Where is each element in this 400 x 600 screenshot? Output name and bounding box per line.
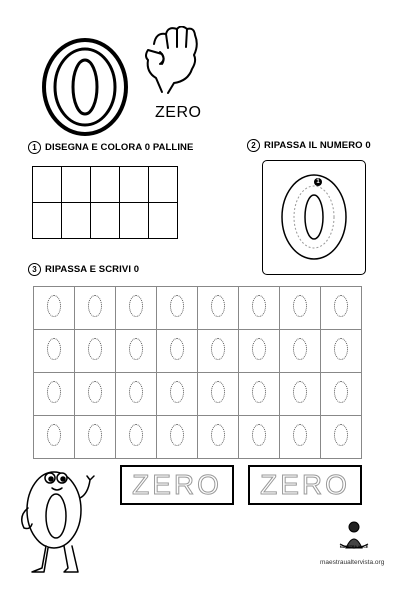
dotted-zero-icon <box>293 381 307 403</box>
dotted-zero-icon <box>211 381 225 403</box>
dotted-zero-icon <box>129 424 143 446</box>
teacher-logo <box>336 518 372 556</box>
trace-word-1: ZERO <box>132 469 222 500</box>
dotted-zero-icon <box>334 424 348 446</box>
table-row <box>34 373 362 416</box>
dotted-zero-icon <box>129 338 143 360</box>
section-2-number: 2 <box>247 139 260 152</box>
logo-text: MAESTRA ALICE <box>339 545 369 549</box>
dotted-zero-icon <box>211 295 225 317</box>
dotted-zero-icon <box>293 338 307 360</box>
big-numeral <box>40 36 130 138</box>
table-row <box>34 287 362 330</box>
dotted-zero-icon <box>129 381 143 403</box>
section-3-label: RIPASSA E SCRIVI 0 <box>45 264 140 275</box>
section-1-label: DISEGNA E COLORA 0 PALLINE <box>45 142 194 153</box>
dotted-zero-icon <box>252 381 266 403</box>
dotted-zero-icon <box>252 424 266 446</box>
fist-hand-icon <box>140 26 206 96</box>
trace-number-box[interactable] <box>262 160 366 275</box>
dotted-zero-icon <box>47 338 61 360</box>
dotted-zero-icon <box>252 295 266 317</box>
dotted-zero-icon <box>88 381 102 403</box>
dotted-zero-icon <box>334 338 348 360</box>
dotted-zero-icon <box>88 295 102 317</box>
dotted-zero-icon <box>170 381 184 403</box>
dotted-zero-icon <box>129 295 143 317</box>
dotted-zero-icon <box>47 424 61 446</box>
dotted-zero-icon <box>334 381 348 403</box>
drawing-grid[interactable] <box>32 166 178 239</box>
trace-word-box-2[interactable] <box>248 465 362 505</box>
section-3-number: 3 <box>28 263 41 276</box>
dotted-zero-icon <box>170 295 184 317</box>
dotted-zero-icon <box>334 295 348 317</box>
trace-word-box-1[interactable] <box>120 465 234 505</box>
trace-word-2: ZERO <box>260 469 350 500</box>
zero-character-illustration <box>10 458 100 580</box>
dotted-zero-icon <box>293 295 307 317</box>
dotted-zero-icon <box>211 424 225 446</box>
dotted-zero-icon <box>47 295 61 317</box>
section-2-header <box>247 139 371 152</box>
start-marker: 1 <box>314 178 322 186</box>
tracing-grid[interactable] <box>33 286 362 459</box>
section-1-header <box>28 141 193 154</box>
table-row <box>34 416 362 459</box>
title-word: ZERO <box>155 104 202 121</box>
dotted-zero-icon <box>88 424 102 446</box>
dotted-zero-icon <box>170 338 184 360</box>
dotted-zero-icon <box>252 338 266 360</box>
dotted-zero-icon <box>211 338 225 360</box>
section-3-header <box>28 263 139 276</box>
section-1-number: 1 <box>28 141 41 154</box>
dotted-zero-icon <box>170 424 184 446</box>
table-row <box>34 330 362 373</box>
dotted-zero-icon <box>293 424 307 446</box>
site-url[interactable]: maestraualtervista.org <box>320 559 385 566</box>
dotted-zero-icon <box>47 381 61 403</box>
section-2-label: RIPASSA IL NUMERO 0 <box>264 140 371 151</box>
dotted-zero-icon <box>88 338 102 360</box>
